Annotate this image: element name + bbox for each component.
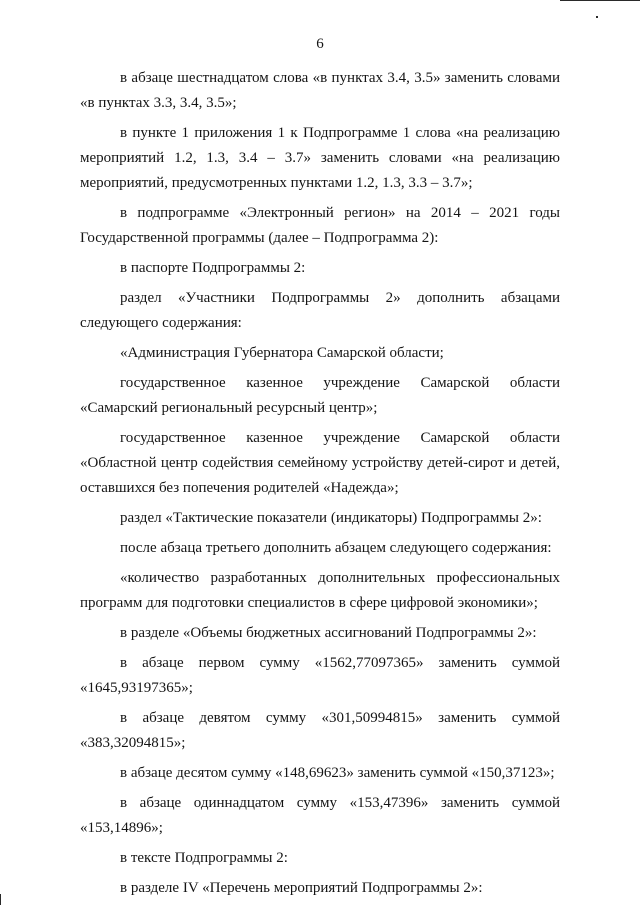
paragraph: в подпрограмме «Электронный регион» на 2014 – 2021 годы Государственной программы (далее – Подпрограмма 2): — [80, 205, 560, 246]
paragraph: после абзаца третьего дополнить абзацем следующего содержания: — [120, 540, 552, 556]
paragraph: в абзаце девятом сумму «301,50994815» заменить суммой «383,32094815»; — [80, 710, 560, 751]
paragraph: в тексте Подпрограммы 2: — [120, 850, 288, 866]
paragraph: «количество разработанных дополнительных профессиональных программ для подготовки специалистов в сфере цифровой экономики»; — [80, 570, 560, 611]
paragraph: в паспорте Подпрограммы 2: — [120, 260, 306, 276]
paragraph: государственное казенное учреждение Самарской области «Самарский региональный ресурсный центр»; — [80, 375, 560, 416]
scan-edge-line — [560, 0, 640, 1]
page-number: 6 — [316, 36, 324, 52]
paragraph: раздел «Тактические показатели (индикаторы) Подпрограммы 2»: — [120, 510, 542, 526]
paragraph: в разделе IV «Перечень мероприятий Подпрограммы 2»: — [120, 880, 483, 896]
paragraph: государственное казенное учреждение Самарской области «Областной центр содействия семейному устройству детей-сирот и детей, оставшихся без попечения родителей «Надежда»; — [80, 430, 560, 496]
paragraph: в абзаце шестнадцатом слова «в пунктах 3.4, 3.5» заменить словами «в пунктах 3.3, 3.4, 3.5»; — [80, 70, 560, 111]
paragraph: в абзаце одиннадцатом сумму «153,47396» заменить суммой «153,14896»; — [80, 795, 560, 836]
paragraph: в абзаце десятом сумму «148,69623» заменить суммой «150,37123»; — [120, 765, 555, 781]
paragraph: в пункте 1 приложения 1 к Подпрограмме 1 слова «на реализацию мероприятий 1.2, 1.3, 3.4 – 3.7» заменить словами «на реализацию мероприятий, предусмотренных пунктами 1.2, 1.3, 3.3 – 3.7»; — [80, 125, 560, 191]
document-body — [80, 66, 560, 906]
scan-edge-line — [0, 894, 1, 905]
paragraph: в разделе «Объемы бюджетных ассигнований Подпрограммы 2»: — [120, 625, 537, 641]
paragraph: в абзаце первом сумму «1562,77097365» заменить суммой «1645,93197365»; — [80, 655, 560, 696]
paragraph: раздел «Участники Подпрограммы 2» дополнить абзацами следующего содержания: — [80, 290, 560, 331]
scan-dot — [596, 16, 598, 18]
paragraph: «Администрация Губернатора Самарской области; — [120, 345, 444, 361]
